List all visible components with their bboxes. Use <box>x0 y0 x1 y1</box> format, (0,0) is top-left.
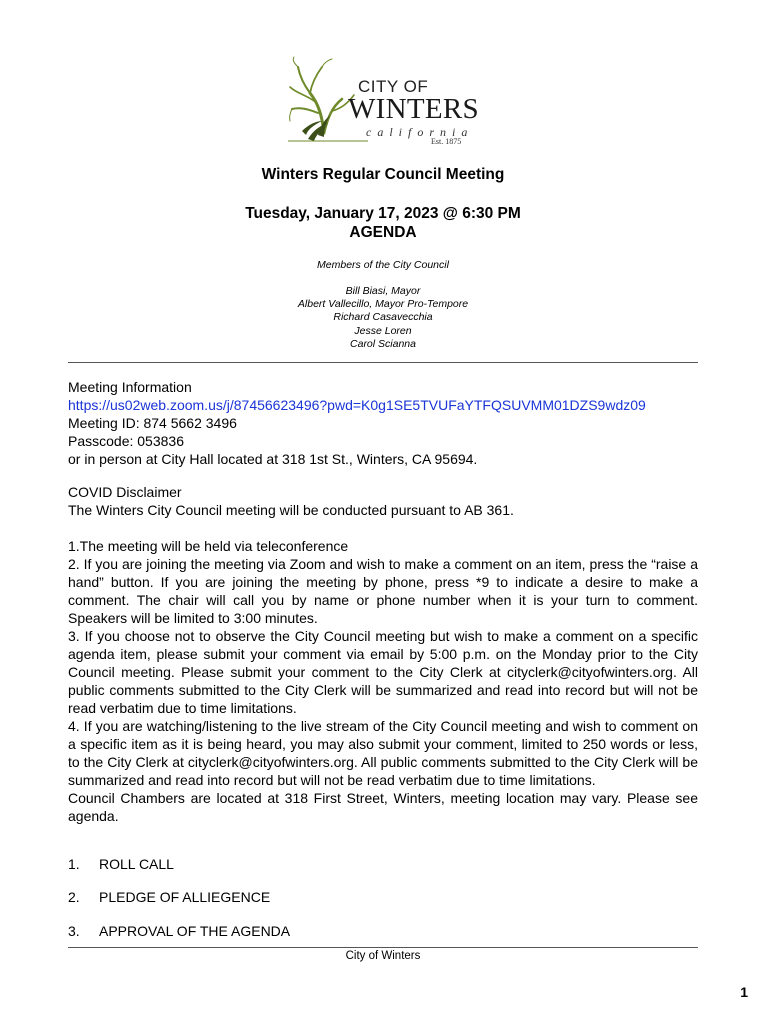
agenda-item-label: ROLL CALL <box>99 856 174 872</box>
council-members <box>68 285 698 351</box>
agenda-item <box>68 923 290 939</box>
meeting-title: Winters Regular Council Meeting <box>261 166 505 183</box>
agenda-item-number: 1. <box>68 856 80 872</box>
agenda-item-number: 3. <box>68 923 80 939</box>
council-member: Albert Vallecillo, Mayor Pro-Tempore <box>297 298 469 311</box>
instruction-paragraph: 4. If you are watching/listening to the live stream of the City Council meeting and wish to comment on a specific item as it is being heard, you may also submit your comment, limited to 250 words or less, to the City Clerk at cityclerk@cityofwinters.org. All public comments submitted to the City Clerk will be summarized and read into record but will not be read verbatim due to time limitations. <box>68 718 698 788</box>
agenda-item-label: PLEDGE OF ALLIEGENCE <box>99 889 271 905</box>
council-member: Bill Biasi, Mayor <box>345 285 421 297</box>
zoom-link[interactable]: https://us02web.zoom.us/j/87456623496?pwd=K0g1SE5TVUFaYTFQSUVMM01DZS9wdz09 <box>68 397 646 413</box>
instruction-paragraph: 2. If you are joining the meeting via Zoom and wish to make a comment on an item, press the “raise a hand” button. If you are joining the meeting by phone, press *9 to indicate a desire to make a comment. The chair will call you by name or phone number when it is your turn to comment. Speakers will be limited to 3:00 minutes. <box>68 556 698 626</box>
meeting-information <box>68 378 698 468</box>
council-member: Richard Casavecchia <box>333 311 433 324</box>
instruction-paragraph: Council Chambers are located at 318 First Street, Winters, meeting location may vary. Please see agenda. <box>68 790 698 824</box>
divider <box>68 362 698 363</box>
page-footer: City of Winters <box>345 950 421 962</box>
logo-established: Est. 1875 <box>431 137 462 146</box>
logo-california: california <box>366 125 474 139</box>
meeting-info-heading: Meeting Information <box>68 379 192 395</box>
meeting-date: Tuesday, January 17, 2023 @ 6:30 PM <box>245 205 521 222</box>
logo-winters: WINTERS <box>348 93 479 125</box>
covid-text: The Winters City Council meeting will be conducted pursuant to AB 361. <box>68 502 514 518</box>
meeting-id: Meeting ID: 874 5662 3496 <box>68 415 237 431</box>
members-heading: Members of the City Council <box>317 259 449 271</box>
council-member: Carol Scianna <box>350 337 416 350</box>
instruction-paragraph: 1.The meeting will be held via teleconference <box>68 538 349 554</box>
meeting-passcode: Passcode: 053836 <box>68 433 184 449</box>
council-member: Jesse Loren <box>354 324 412 337</box>
logo-city-of: CITY OF <box>358 77 429 96</box>
participation-instructions <box>68 537 698 825</box>
agenda-heading: AGENDA <box>349 224 417 241</box>
agenda-item-label: APPROVAL OF THE AGENDA <box>99 923 291 939</box>
in-person-location: or in person at City Hall located at 318 1st St., Winters, CA 95694. <box>68 451 478 467</box>
city-logo <box>288 55 488 150</box>
agenda-item <box>68 856 174 872</box>
covid-disclaimer <box>68 483 698 519</box>
instruction-paragraph: 3. If you choose not to observe the City Council meeting but wish to make a comment on a specific agenda item, please submit your comment via email by 5:00 p.m. on the Monday prior to the City Council meeting. Please submit your comment to the City Clerk at cityclerk@cityofwinters.org. All public comments submitted to the City Clerk will be summarized and read into record but will not be read verbatim due to time limitations. <box>68 628 698 716</box>
page-number: 1 <box>740 984 748 1000</box>
agenda-item-number: 2. <box>68 889 80 905</box>
footer-divider <box>68 947 698 948</box>
agenda-item <box>68 889 270 905</box>
covid-heading: COVID Disclaimer <box>68 484 182 500</box>
